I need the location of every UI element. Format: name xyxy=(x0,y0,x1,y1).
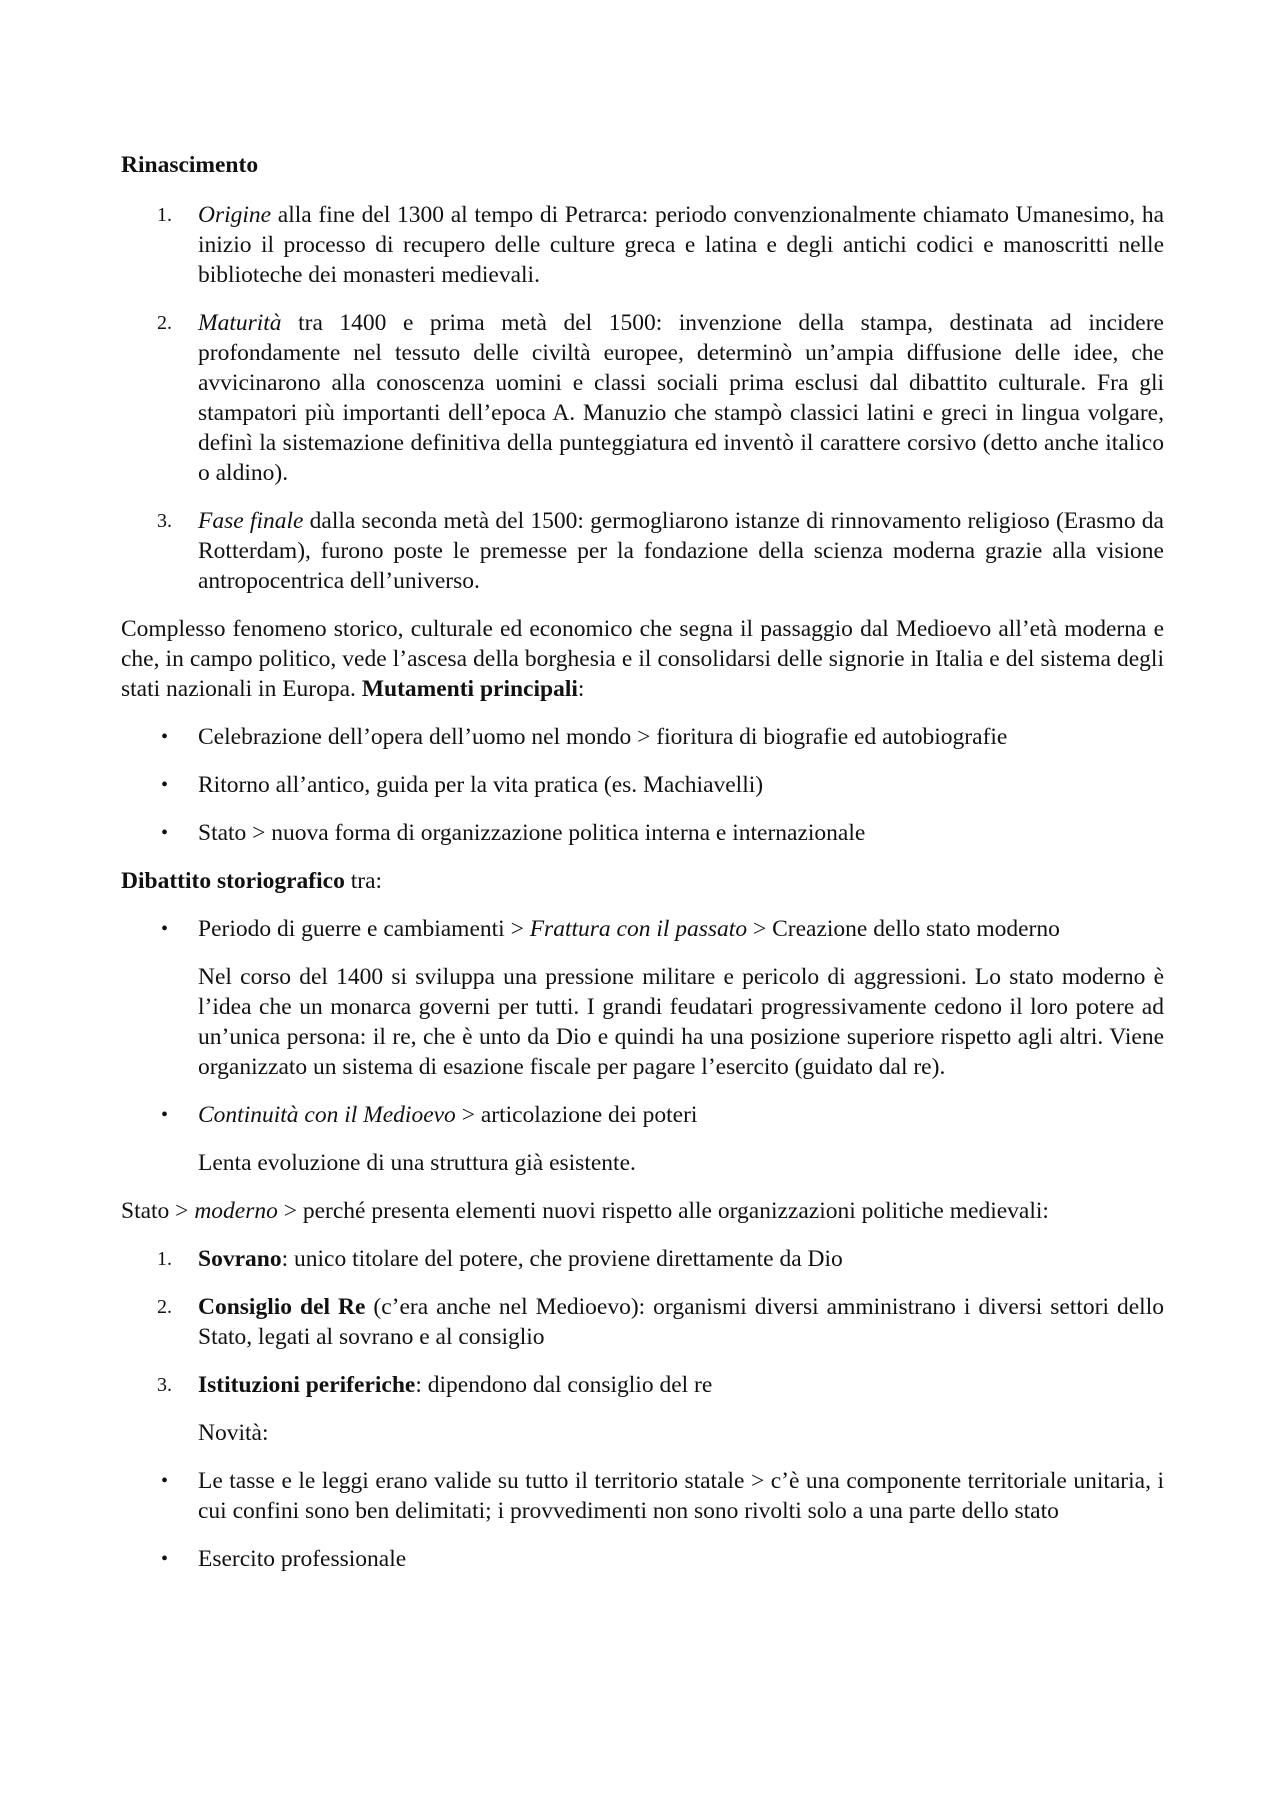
phase-term: Fase finale xyxy=(198,508,304,534)
list-number: 2. xyxy=(157,1296,172,1318)
list-item xyxy=(121,722,1164,752)
stato-paragraph xyxy=(121,1196,1164,1226)
intro-text: Complesso fenomeno storico, culturale ed economico che segna il passaggio dal Medioevo all’età moderna e che, in campo politico, vede l’ascesa della borghesia e il consolidarsi delle signorie in Italia e del sistema degli stati nazionali in Europa. xyxy=(121,616,1164,702)
list-item-text: Esercito professionale xyxy=(198,1546,407,1572)
phase-text: alla fine del 1300 al tempo di Petrarca: periodo convenzionalmente chiamato Umanesimo, ha inizio il processo di recupero delle culture greca e latina e degli antichi codici e manoscritti nelle biblioteche dei monasteri medievali. xyxy=(198,202,1164,288)
bullet-icon: • xyxy=(161,1104,169,1126)
list-number: 1. xyxy=(157,1248,172,1270)
debate-list xyxy=(121,914,1164,1178)
intro-paragraph xyxy=(121,614,1164,704)
stato-post: > perché presenta elementi nuovi rispetto alle organizzazioni politiche medievali: xyxy=(277,1198,1049,1224)
phase-item xyxy=(121,308,1164,488)
list-item xyxy=(121,914,1164,944)
phases-list xyxy=(121,200,1164,596)
document-body xyxy=(121,150,1164,1592)
elements-list xyxy=(121,1244,1164,1448)
debate-bold: Dibattito storiografico xyxy=(121,868,345,894)
debate-detail: Lenta evoluzione di una struttura già esistente. xyxy=(198,1150,636,1176)
stato-italic: moderno xyxy=(194,1198,278,1224)
list-item-text: Ritorno all’antico, guida per la vita pratica (es. Machiavelli) xyxy=(198,772,764,798)
list-item-text: Celebrazione dell’opera dell’uomo nel mondo > fioritura di biografie ed autobiografie xyxy=(198,724,1008,750)
list-item xyxy=(121,818,1164,848)
list-item xyxy=(121,1100,1164,1130)
debate-detail: Nel corso del 1400 si sviluppa una pressione militare e pericolo di aggressioni. Lo stato moderno è l’idea che un monarca governi per tutti. I grandi feudatari progressivamente cedono il loro potere ad un’unica persona: il re, che è unto da Dio e quindi ha una posizione superiore rispetto agli altri. Viene organizzato un sistema di esazione fiscale per pagare l’esercito (guidato dal re). xyxy=(198,964,1164,1080)
element-item xyxy=(121,1292,1164,1352)
list-item xyxy=(121,770,1164,800)
list-number: 3. xyxy=(157,510,172,532)
list-number: 3. xyxy=(157,1374,172,1396)
changes-list xyxy=(121,722,1164,848)
bullet-icon: • xyxy=(161,726,169,748)
novita-label: Novità: xyxy=(198,1420,269,1446)
debate-italic: Continuità con il Medioevo xyxy=(198,1102,456,1128)
bullet-icon: • xyxy=(161,918,169,940)
phase-item xyxy=(121,200,1164,290)
list-item xyxy=(121,1544,1164,1574)
phase-text: dalla seconda metà del 1500: germogliarono istanze di rinnovamento religioso (Erasmo da Rotterdam), furono poste le premesse per la fondazione della scienza moderna grazie alla visione antropocentrica dell’universo. xyxy=(198,508,1164,594)
intro-suffix: : xyxy=(577,676,585,702)
debate-post: > articolazione dei poteri xyxy=(455,1102,698,1128)
element-bold: Sovrano xyxy=(198,1246,282,1272)
list-item-text: Stato > nuova forma di organizzazione politica interna e internazionale xyxy=(198,820,866,846)
bullet-icon: • xyxy=(161,822,169,844)
element-item xyxy=(121,1370,1164,1400)
debate-suffix: tra: xyxy=(344,868,383,894)
list-item-text: Le tasse e le leggi erano valide su tutto il territorio statale > c’è una componente territoriale unitaria, i cui confini sono ben delimitati; i provvedimenti non sono rivolti solo a una parte dello stato xyxy=(198,1468,1164,1524)
bullet-icon: • xyxy=(161,1470,169,1492)
phase-text: tra 1400 e prima metà del 1500: invenzione della stampa, destinata ad incidere profondamente nel tessuto delle civiltà europee, determinò un’ampia diffusione delle idee, che avvicinarono alla conoscenza uomini e classi sociali prima esclusi dal dibattito culturale. Fra gli stampatori più importanti dell’epoca A. Manuzio che stampò classici latini e greci in lingua volgare, definì la sistemazione definitiva della punteggiatura ed inventò il carattere corsivo (detto anche italico o aldino). xyxy=(198,310,1164,486)
debate-pre: Periodo di guerre e cambiamenti > xyxy=(198,916,530,942)
element-text: (c’era anche nel Medioevo): organismi diversi amministrano i diversi settori dello Stato, legati al sovrano e al consiglio xyxy=(198,1294,1164,1350)
list-number: 2. xyxy=(157,312,172,334)
element-text: : dipendono dal consiglio del re xyxy=(415,1372,713,1398)
element-item xyxy=(121,1244,1164,1274)
list-number: 1. xyxy=(157,204,172,226)
debate-italic: Frattura con il passato xyxy=(529,916,748,942)
intro-bold: Mutamenti principali xyxy=(361,676,578,702)
bullet-icon: • xyxy=(161,1548,169,1570)
element-bold: Istituzioni periferiche xyxy=(198,1372,416,1398)
debate-post: > Creazione dello stato moderno xyxy=(747,916,1060,942)
bullet-icon: • xyxy=(161,774,169,796)
phase-item xyxy=(121,506,1164,596)
phase-term: Maturità xyxy=(198,310,282,336)
debate-heading xyxy=(121,866,1164,896)
element-text: : unico titolare del potere, che proviene direttamente da Dio xyxy=(281,1246,843,1272)
element-bold: Consiglio del Re xyxy=(198,1294,366,1320)
list-item xyxy=(121,1466,1164,1526)
phase-term: Origine xyxy=(198,202,272,228)
novita-list xyxy=(121,1466,1164,1574)
stato-pre: Stato > xyxy=(121,1198,195,1224)
page-title: Rinascimento xyxy=(121,152,259,178)
